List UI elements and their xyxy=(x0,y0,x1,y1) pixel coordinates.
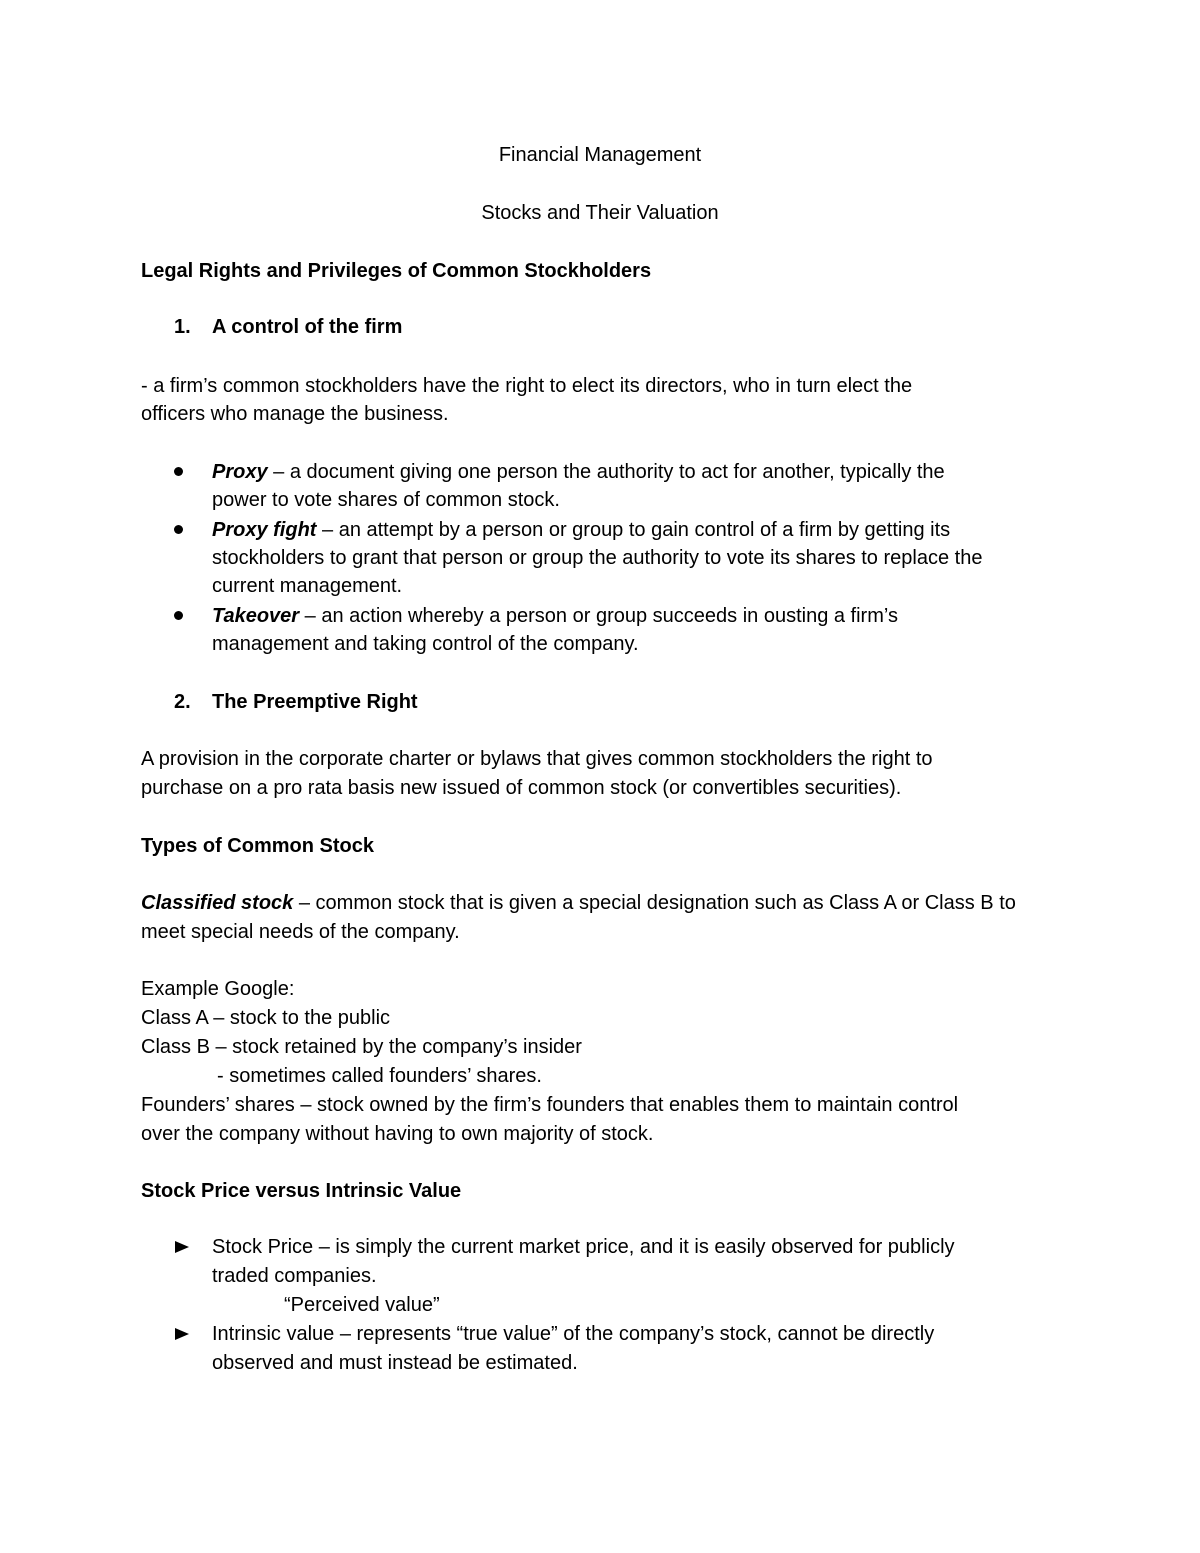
bullet-dot-icon xyxy=(174,611,183,620)
item-heading-preemptive-right: The Preemptive Right xyxy=(212,691,418,713)
section-heading-legal-rights: Legal Rights and Privileges of Common Stockholders xyxy=(141,260,652,282)
classified-stock-line-1 xyxy=(141,889,1016,918)
control-description-line-1: - a firm’s common stockholders have the right to elect its directors, who in turn elect the xyxy=(141,375,913,397)
proxy-fight-definition-line-3: current management. xyxy=(212,575,403,597)
proxy-definition-text: – a document giving one person the authority to act for another, typically the xyxy=(267,461,945,483)
arrow-bullet-icon xyxy=(175,1328,189,1340)
intrinsic-value-line-1: Intrinsic value – represents “true value” of the company’s stock, cannot be directly xyxy=(212,1323,935,1345)
intrinsic-value-line-2: observed and must instead be estimated. xyxy=(212,1352,578,1374)
preemptive-right-line-2: purchase on a pro rata basis new issued of common stock (or convertibles securities). xyxy=(141,777,902,799)
document-subtitle: Stocks and Their Valuation xyxy=(481,202,719,224)
proxy-definition-line-1 xyxy=(212,458,945,487)
perceived-value-note: “Perceived value” xyxy=(284,1294,440,1316)
item-heading-control-of-firm: A control of the firm xyxy=(212,316,403,338)
proxy-fight-definition-line-2: stockholders to grant that person or group the authority to vote its shares to replace the xyxy=(212,547,983,569)
term-takeover: Takeover xyxy=(212,605,300,627)
proxy-fight-definition-line-1 xyxy=(212,516,950,545)
control-description-line-2: officers who manage the business. xyxy=(141,403,449,425)
stock-price-line-2: traded companies. xyxy=(212,1265,377,1287)
section-heading-types-of-stock: Types of Common Stock xyxy=(141,835,374,857)
class-b-line: Class B – stock retained by the company’s insider xyxy=(141,1036,582,1058)
classified-stock-line-2: meet special needs of the company. xyxy=(141,921,460,943)
list-number-2: 2. xyxy=(174,691,191,713)
arrow-bullet-icon xyxy=(175,1241,189,1253)
example-label: Example Google: xyxy=(141,978,295,1000)
document-title: Financial Management xyxy=(498,144,702,166)
term-proxy: Proxy xyxy=(212,461,268,483)
section-heading-price-vs-value: Stock Price versus Intrinsic Value xyxy=(141,1180,462,1202)
founders-shares-line-1: Founders’ shares – stock owned by the firm’s founders that enables them to maintain control xyxy=(141,1094,959,1116)
bullet-dot-icon xyxy=(174,525,183,534)
proxy-definition-line-2: power to vote shares of common stock. xyxy=(212,489,560,511)
stock-price-line-1: Stock Price – is simply the current market price, and it is easily observed for publicly xyxy=(212,1236,955,1258)
class-b-note: - sometimes called founders’ shares. xyxy=(217,1065,542,1087)
takeover-definition-text: – an action whereby a person or group succeeds in ousting a firm’s xyxy=(299,605,898,627)
list-number-1: 1. xyxy=(174,316,191,338)
bullet-dot-icon xyxy=(174,467,183,476)
founders-shares-line-2: over the company without having to own majority of stock. xyxy=(141,1123,654,1145)
class-a-line: Class A – stock to the public xyxy=(141,1007,391,1029)
takeover-definition-line-2: management and taking control of the company. xyxy=(212,633,639,655)
term-classified-stock: Classified stock xyxy=(141,892,294,914)
classified-stock-definition-text: – common stock that is given a special designation such as Class A or Class B to xyxy=(293,892,1016,914)
preemptive-right-line-1: A provision in the corporate charter or bylaws that gives common stockholders the right to xyxy=(141,748,933,770)
takeover-definition-line-1 xyxy=(212,602,898,631)
proxy-fight-definition-text: – an attempt by a person or group to gain control of a firm by getting its xyxy=(316,519,951,541)
term-proxy-fight: Proxy fight xyxy=(212,519,317,541)
